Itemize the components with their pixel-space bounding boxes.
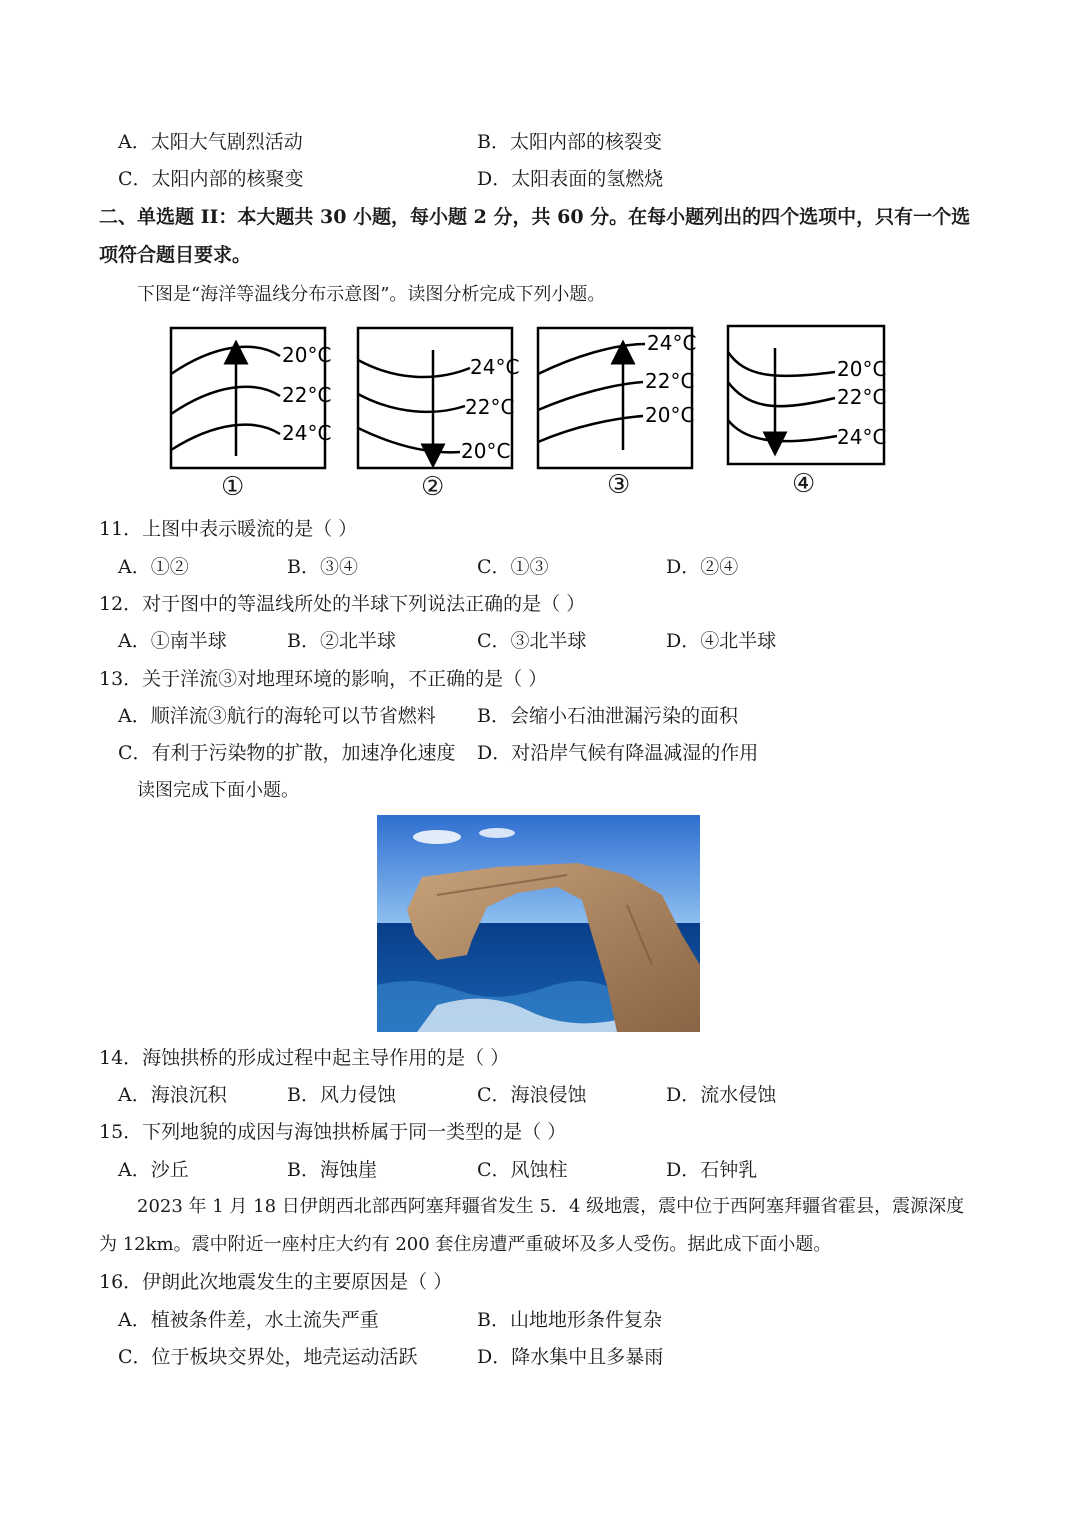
- q14-option-a: A．海浪沉积: [118, 1084, 227, 1106]
- q10-option-a: A．太阳大气剧烈活动: [118, 131, 303, 153]
- q16-option-a: A．植被条件差，水土流失严重: [118, 1309, 379, 1331]
- sea-arch-photo: [377, 815, 700, 1032]
- q11-option-b: B．③④: [287, 556, 358, 578]
- q13-option-d: D．对沿岸气候有降温减湿的作用: [477, 742, 759, 764]
- panel-2-label-top: 24°C: [470, 355, 520, 379]
- panel-4-isotherm-22: [728, 382, 835, 406]
- panel-4-label-top: 20°C: [837, 357, 887, 381]
- q10-option-b: B．太阳内部的核裂变: [477, 131, 662, 153]
- panel-4-label-bot: 24°C: [837, 425, 887, 449]
- panel-2-label-mid: 22°C: [465, 395, 515, 419]
- q14-option-c: C．海浪侵蚀: [477, 1084, 587, 1106]
- q11-option-a: A．①②: [118, 556, 189, 578]
- q11-stem: 11．上图中表示暖流的是（ ）: [99, 518, 358, 540]
- q13-option-c: C．有利于污染物的扩散，加速净化速度: [118, 742, 456, 764]
- passage-line2: 为 12km。震中附近一座村庄大约有 200 套住房遭严重破坏及多人受伤。据此成下面小题。: [99, 1234, 832, 1255]
- panel-2-isotherm-24: [358, 360, 470, 377]
- panel-3-isotherm-22: [538, 382, 643, 410]
- q16-option-b: B．山地地形条件复杂: [477, 1309, 662, 1331]
- panel-4-number: ④: [792, 469, 816, 499]
- section-heading-line2: 项符合题目要求。: [99, 244, 252, 266]
- q11-option-d: D．②④: [666, 556, 739, 578]
- panel-1-label-bot: 24°C: [282, 421, 332, 445]
- panel-1-isotherm-24: [171, 425, 280, 450]
- panel-4-isotherm-24: [728, 420, 837, 441]
- panel-2-isotherm-22: [358, 394, 465, 412]
- q12-option-c: C．③北半球: [477, 630, 587, 652]
- q15-stem: 15．下列地貌的成因与海蚀拱桥属于同一类型的是（ ）: [99, 1121, 567, 1143]
- intro-photo: 读图完成下面小题。: [137, 780, 299, 801]
- q16-option-d: D．降水集中且多暴雨: [477, 1346, 664, 1368]
- q11-option-c: C．①③: [477, 556, 549, 578]
- q13-stem: 13．关于洋流③对地理环境的影响，不正确的是（ ）: [99, 668, 548, 690]
- panel-4-label-mid: 22°C: [837, 385, 887, 409]
- q12-option-a: A．①南半球: [118, 630, 227, 652]
- q15-option-a: A．沙丘: [118, 1159, 189, 1181]
- panel-2-label-bot: 20°C: [461, 439, 511, 463]
- section-heading-line1: 二、单选题 II：本大题共 30 小题，每小题 2 分，共 60 分。在每小题列出的四个选项中，只有一个选: [99, 206, 971, 228]
- q15-option-c: C．风蚀柱: [477, 1159, 568, 1181]
- q14-stem: 14．海蚀拱桥的形成过程中起主导作用的是（ ）: [99, 1047, 510, 1069]
- passage-line1: 2023 年 1 月 18 日伊朗西北部西阿塞拜疆省发生 5．4 级地震，震中位于西阿塞拜疆省霍县，震源深度: [137, 1196, 965, 1217]
- q14-option-b: B．风力侵蚀: [287, 1084, 396, 1106]
- q12-option-b: B．②北半球: [287, 630, 396, 652]
- panel-1-label-top: 20°C: [282, 343, 332, 367]
- q10-option-c: C．太阳内部的核聚变: [118, 168, 304, 190]
- panel-4-isotherm-20: [728, 352, 835, 376]
- intro-isotherm-figure: 下图是“海洋等温线分布示意图”。读图分析完成下列小题。: [137, 284, 606, 305]
- q16-option-c: C．位于板块交界处，地壳运动活跃: [118, 1346, 418, 1368]
- panel-3-label-bot: 20°C: [645, 403, 695, 427]
- panel-3-label-mid: 22°C: [645, 369, 695, 393]
- q14-option-d: D．流水侵蚀: [666, 1084, 777, 1106]
- panel-2-number: ②: [421, 472, 445, 502]
- panel-1-number: ①: [221, 472, 245, 502]
- panel-1-isotherm-22: [171, 387, 280, 414]
- isotherm-figure: [165, 322, 895, 504]
- q12-option-d: D．④北半球: [666, 630, 777, 652]
- panel-3-isotherm-20: [538, 416, 643, 442]
- panel-1-isotherm-20: [171, 347, 280, 374]
- q15-option-d: D．石钟乳: [666, 1159, 758, 1181]
- panel-3-number: ③: [607, 470, 631, 500]
- q10-option-d: D．太阳表面的氢燃烧: [477, 168, 664, 190]
- q16-stem: 16．伊朗此次地震发生的主要原因是（ ）: [99, 1271, 453, 1293]
- q12-stem: 12．对于图中的等温线所处的半球下列说法正确的是（ ）: [99, 593, 586, 615]
- q15-option-b: B．海蚀崖: [287, 1159, 377, 1181]
- q13-option-a: A．顺洋流③航行的海轮可以节省燃料: [118, 705, 436, 727]
- panel-2-isotherm-20: [358, 428, 460, 452]
- panel-1-label-mid: 22°C: [282, 383, 332, 407]
- q13-option-b: B．会缩小石油泄漏污染的面积: [477, 705, 738, 727]
- panel-3-isotherm-24: [538, 344, 645, 374]
- panel-3-label-top: 24°C: [647, 331, 697, 355]
